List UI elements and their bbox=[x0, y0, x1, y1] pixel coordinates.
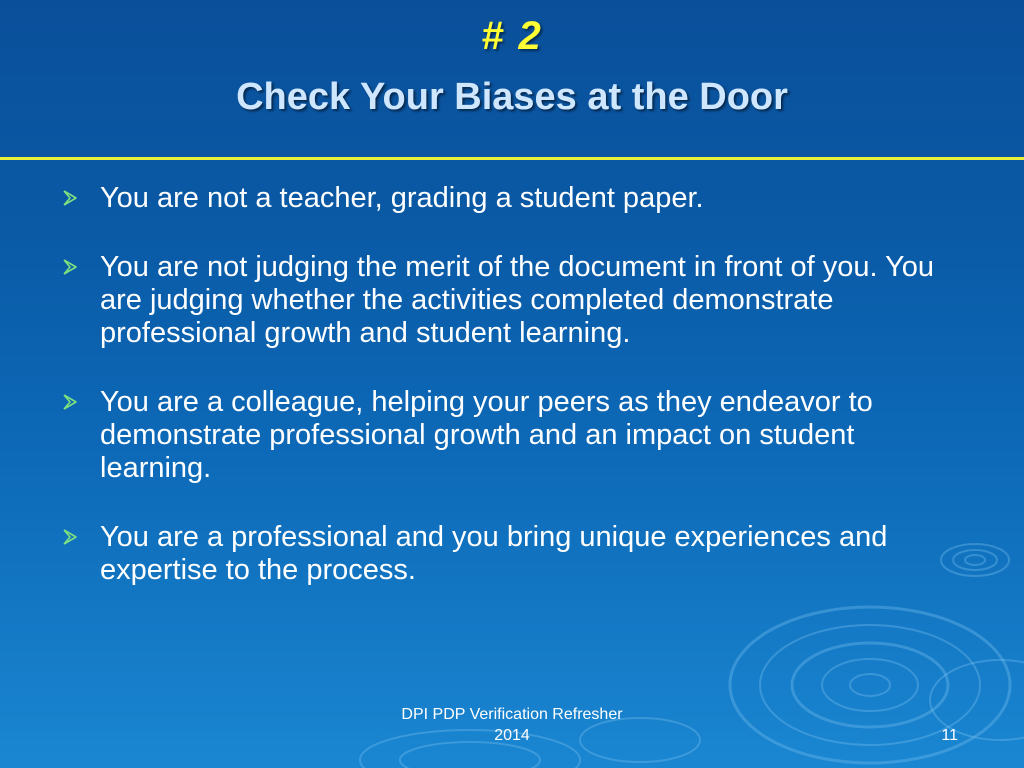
bullet-text: You are not judging the merit of the document in front of you. You are judging whether the activities completed demonstrate professional growth and student learning. bbox=[100, 251, 935, 349]
arrowhead-bullet-icon bbox=[62, 189, 78, 207]
footer-line-1: DPI PDP Verification Refresher bbox=[401, 706, 623, 723]
footer-line-2: 2014 bbox=[494, 727, 530, 744]
arrowhead-bullet-icon bbox=[62, 528, 78, 546]
slide-page-number: 11 bbox=[941, 727, 958, 744]
bullet-item bbox=[62, 182, 962, 215]
footer-text bbox=[332, 704, 692, 746]
title-divider bbox=[0, 157, 1024, 160]
slide-number-heading: # 2 bbox=[481, 14, 543, 58]
bullet-text: You are a colleague, helping your peers as they endeavor to demonstrate professional growth and an impact on student learning. bbox=[100, 386, 873, 484]
bullet-list bbox=[62, 182, 962, 623]
bullet-text: You are not a teacher, grading a student paper. bbox=[100, 182, 704, 214]
bullet-item bbox=[62, 386, 962, 485]
bullet-text: You are a professional and you bring unique experiences and expertise to the process. bbox=[100, 521, 888, 586]
arrowhead-bullet-icon bbox=[62, 393, 78, 411]
bullet-item bbox=[62, 251, 962, 350]
slide-title: Check Your Biases at the Door bbox=[236, 76, 788, 118]
arrowhead-bullet-icon bbox=[62, 258, 78, 276]
bullet-item bbox=[62, 521, 962, 587]
